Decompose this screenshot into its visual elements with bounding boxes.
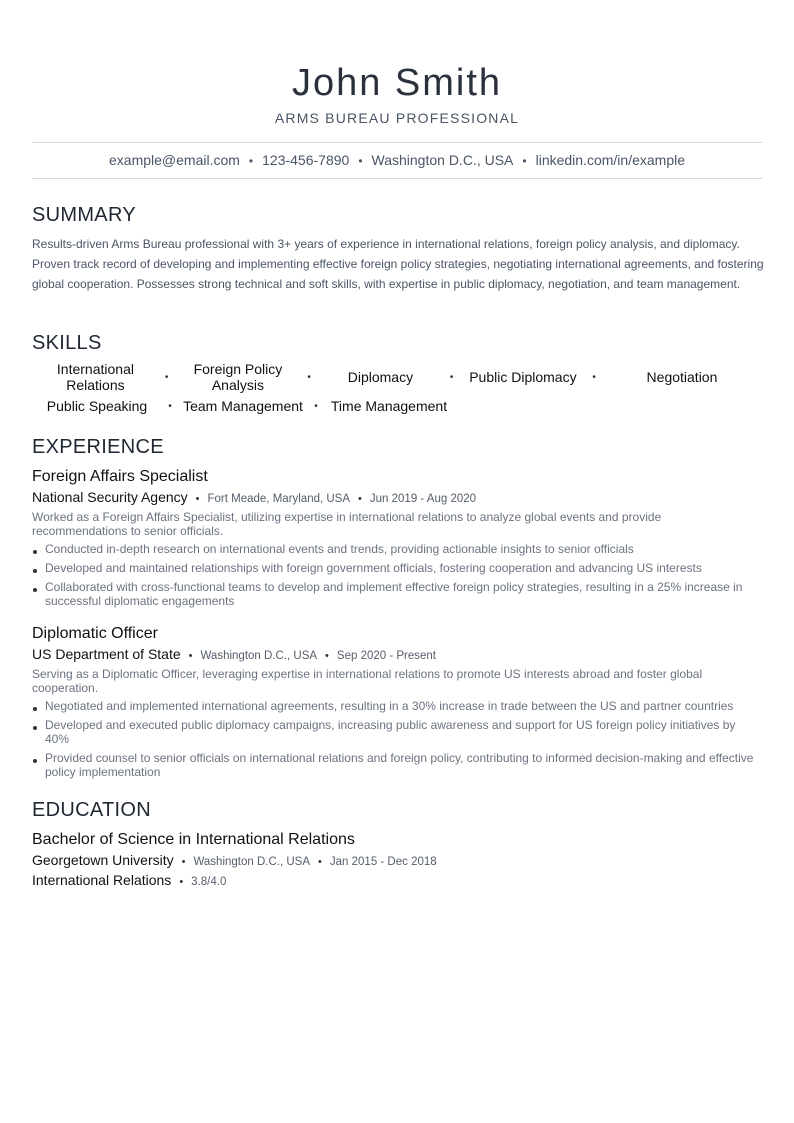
skill-separator: • xyxy=(168,400,172,412)
job-description: Worked as a Foreign Affairs Specialist, utilizing expertise in international relations to analyze global events and provide recommendations to senior officials. xyxy=(32,510,662,538)
summary-heading: SUMMARY xyxy=(32,204,136,226)
job-dates: Jun 2019 - Aug 2020 xyxy=(369,493,477,505)
job-location: Fort Meade, Maryland, USA xyxy=(207,493,351,505)
list-item: Collaborated with cross-functional teams to develop and implement effective foreign policy strategies, resulting in a 25% increase in successful diplomatic engagements xyxy=(32,580,762,608)
list-item: Developed and maintained relationships with foreign government officials, fostering cooperation and advancing US interests xyxy=(32,561,762,575)
skill-separator: • xyxy=(164,371,169,383)
job-meta xyxy=(32,489,476,505)
skills-row xyxy=(32,362,762,392)
skill-separator: • xyxy=(449,371,454,383)
meta-separator: • xyxy=(358,493,362,505)
candidate-name: John Smith xyxy=(291,62,503,104)
job-achievements xyxy=(32,542,762,613)
job-meta xyxy=(32,646,436,662)
contact-line xyxy=(32,152,762,168)
list-item: Negotiated and implemented international agreements, resulting in a 30% increase in trade between the US and partner countries xyxy=(32,699,762,713)
degree-title: Bachelor of Science in International Relations xyxy=(32,831,355,848)
job-title: Foreign Affairs Specialist xyxy=(32,468,208,485)
meta-separator: • xyxy=(325,650,329,662)
contact-separator: • xyxy=(522,154,527,168)
list-item: Provided counsel to senior officials on international relations and foreign policy, contributing to informed decision-making and effective policy implementation xyxy=(32,751,762,779)
contact-linkedin[interactable]: linkedin.com/in/example xyxy=(535,152,685,168)
job-title: Diplomatic Officer xyxy=(32,625,158,642)
skill-item: Time Management xyxy=(330,398,448,414)
contact-email[interactable]: example@email.com xyxy=(109,152,240,168)
skill-item: Team Management xyxy=(183,398,303,414)
meta-separator: • xyxy=(179,876,184,888)
meta-separator: • xyxy=(195,493,200,505)
skill-item: Foreign Policy Analysis xyxy=(193,361,283,393)
education-field-line xyxy=(32,872,226,888)
job-description: Serving as a Diplomatic Officer, leveraging expertise in international relations to promote US interests abroad and foster global cooperation. xyxy=(32,667,703,695)
contact-separator: • xyxy=(358,154,363,168)
header-divider-top xyxy=(32,142,762,143)
skill-separator: • xyxy=(314,400,318,412)
job-location: Washington D.C., USA xyxy=(200,650,318,662)
meta-separator: • xyxy=(318,856,322,868)
skills-row xyxy=(32,392,762,420)
education-dates: Jan 2015 - Dec 2018 xyxy=(329,856,437,868)
school-name: Georgetown University xyxy=(32,852,174,868)
job-company: National Security Agency xyxy=(32,489,188,505)
skill-item: Public Speaking xyxy=(46,398,148,414)
list-item: Conducted in-depth research on international events and trends, providing actionable insights to senior officials xyxy=(32,542,762,556)
skills-grid xyxy=(32,362,762,420)
school-location: Washington D.C., USA xyxy=(193,856,311,868)
contact-phone[interactable]: 123-456-7890 xyxy=(262,152,350,168)
header-divider-bottom xyxy=(32,178,762,179)
education-meta xyxy=(32,852,437,868)
meta-separator: • xyxy=(188,650,193,662)
list-item: Developed and executed public diplomacy campaigns, increasing public awareness and support for US foreign policy initiatives by 40% xyxy=(32,718,762,746)
job-dates: Sep 2020 - Present xyxy=(336,650,436,662)
job-company: US Department of State xyxy=(32,646,181,662)
skill-separator: • xyxy=(307,371,311,383)
gpa: 3.8/4.0 xyxy=(191,876,227,888)
experience-heading: EXPERIENCE xyxy=(32,436,164,458)
skill-item: Diplomacy xyxy=(347,369,414,385)
job-achievements xyxy=(32,699,762,784)
candidate-title: ARMS BUREAU PROFESSIONAL xyxy=(274,110,520,126)
contact-location: Washington D.C., USA xyxy=(371,152,514,168)
skill-item: Negotiation xyxy=(646,369,718,385)
skill-item: Public Diplomacy xyxy=(469,369,577,385)
summary-text: Results-driven Arms Bureau professional with 3+ years of experience in international relations, foreign policy analysis, and diplomacy. Proven track record of developing and implementing effective foreign policy strategies, negotiating international agreements, and fostering global cooperation. Possesses strong technical and soft skills, with expertise in public diplomacy, negotiation, and team management. xyxy=(32,237,764,291)
field-of-study: International Relations xyxy=(32,872,172,888)
contact-separator: • xyxy=(248,154,254,168)
meta-separator: • xyxy=(181,856,186,868)
skills-heading: SKILLS xyxy=(32,332,102,354)
skill-separator: • xyxy=(592,371,596,383)
education-heading: EDUCATION xyxy=(32,799,151,821)
skill-item: International Relations xyxy=(56,361,134,393)
